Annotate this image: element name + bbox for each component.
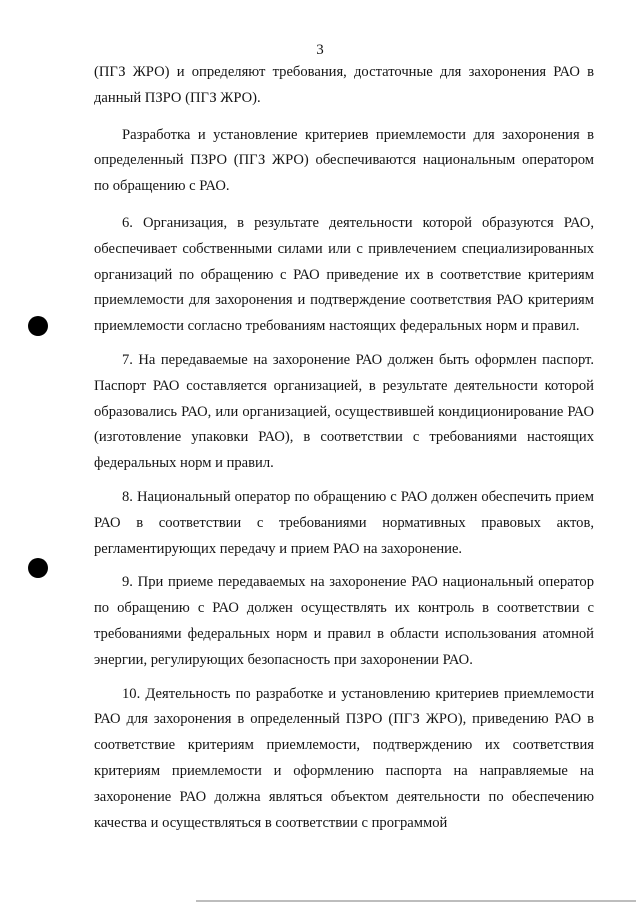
paragraph-continuation: (ПГЗ ЖРО) и определяют требования, достаточные для захоронения РАО в данный ПЗРО (ПГЗ ЖРО). <box>94 64 594 106</box>
punch-hole-icon <box>28 316 48 336</box>
paragraph-item-10: 10. Деятельность по разработке и установлению критериев приемлемости РАО для захоронения в определенный ПЗРО (ПГЗ ЖРО), приведению РАО в соответствие критериям приемлемости, подтверждению их соответствия критериям приемлемости и оформлению паспорта на направляемые на захоронение РАО должна являться объектом деятельности по обеспечению качества и осуществляться в соответствии с программой <box>94 685 594 831</box>
page-number: 3 <box>316 42 324 58</box>
punch-hole-icon <box>28 558 48 578</box>
paragraph-item-7: 7. На передаваемые на захоронение РАО должен быть оформлен паспорт. Паспорт РАО составляется организацией, в результате деятельности которой образовались РАО, или организацией, осуществившей кондиционирование РАО (изготовление упаковки РАО), в соответствии с требованиями настоящих федеральных норм и правил. <box>94 351 594 472</box>
scan-edge-line <box>196 900 636 902</box>
paragraph-item-9: 9. При приеме передаваемых на захоронение РАО национальный оператор по обращению с РАО должен осуществлять их контроль в соответствии с требованиями федеральных норм и правил в области использования атомной энергии, регулирующих безопасность при захоронении РАО. <box>94 574 594 668</box>
document-body <box>94 60 594 836</box>
paragraph-item-6: 6. Организация, в результате деятельности которой образуются РАО, обеспечивает собственными силами или с привлечением специализированных организаций по обращению с РАО приведение их в соответствие критериям приемлемости для захоронения и подтверждение соответствия РАО критериям приемлемости согласно требованиям настоящих федеральных норм и правил. <box>94 214 594 335</box>
paragraph-criteria-development: Разработка и установление критериев приемлемости для захоронения в определенный ПЗРО (ПГЗ ЖРО) обеспечиваются национальным оператором по обращению с РАО. <box>94 126 594 195</box>
paragraph-item-8: 8. Национальный оператор по обращению с РАО должен обеспечить прием РАО в соответствии с требованиями нормативных правовых актов, регламентирующих передачу и прием РАО на захоронение. <box>94 488 594 557</box>
